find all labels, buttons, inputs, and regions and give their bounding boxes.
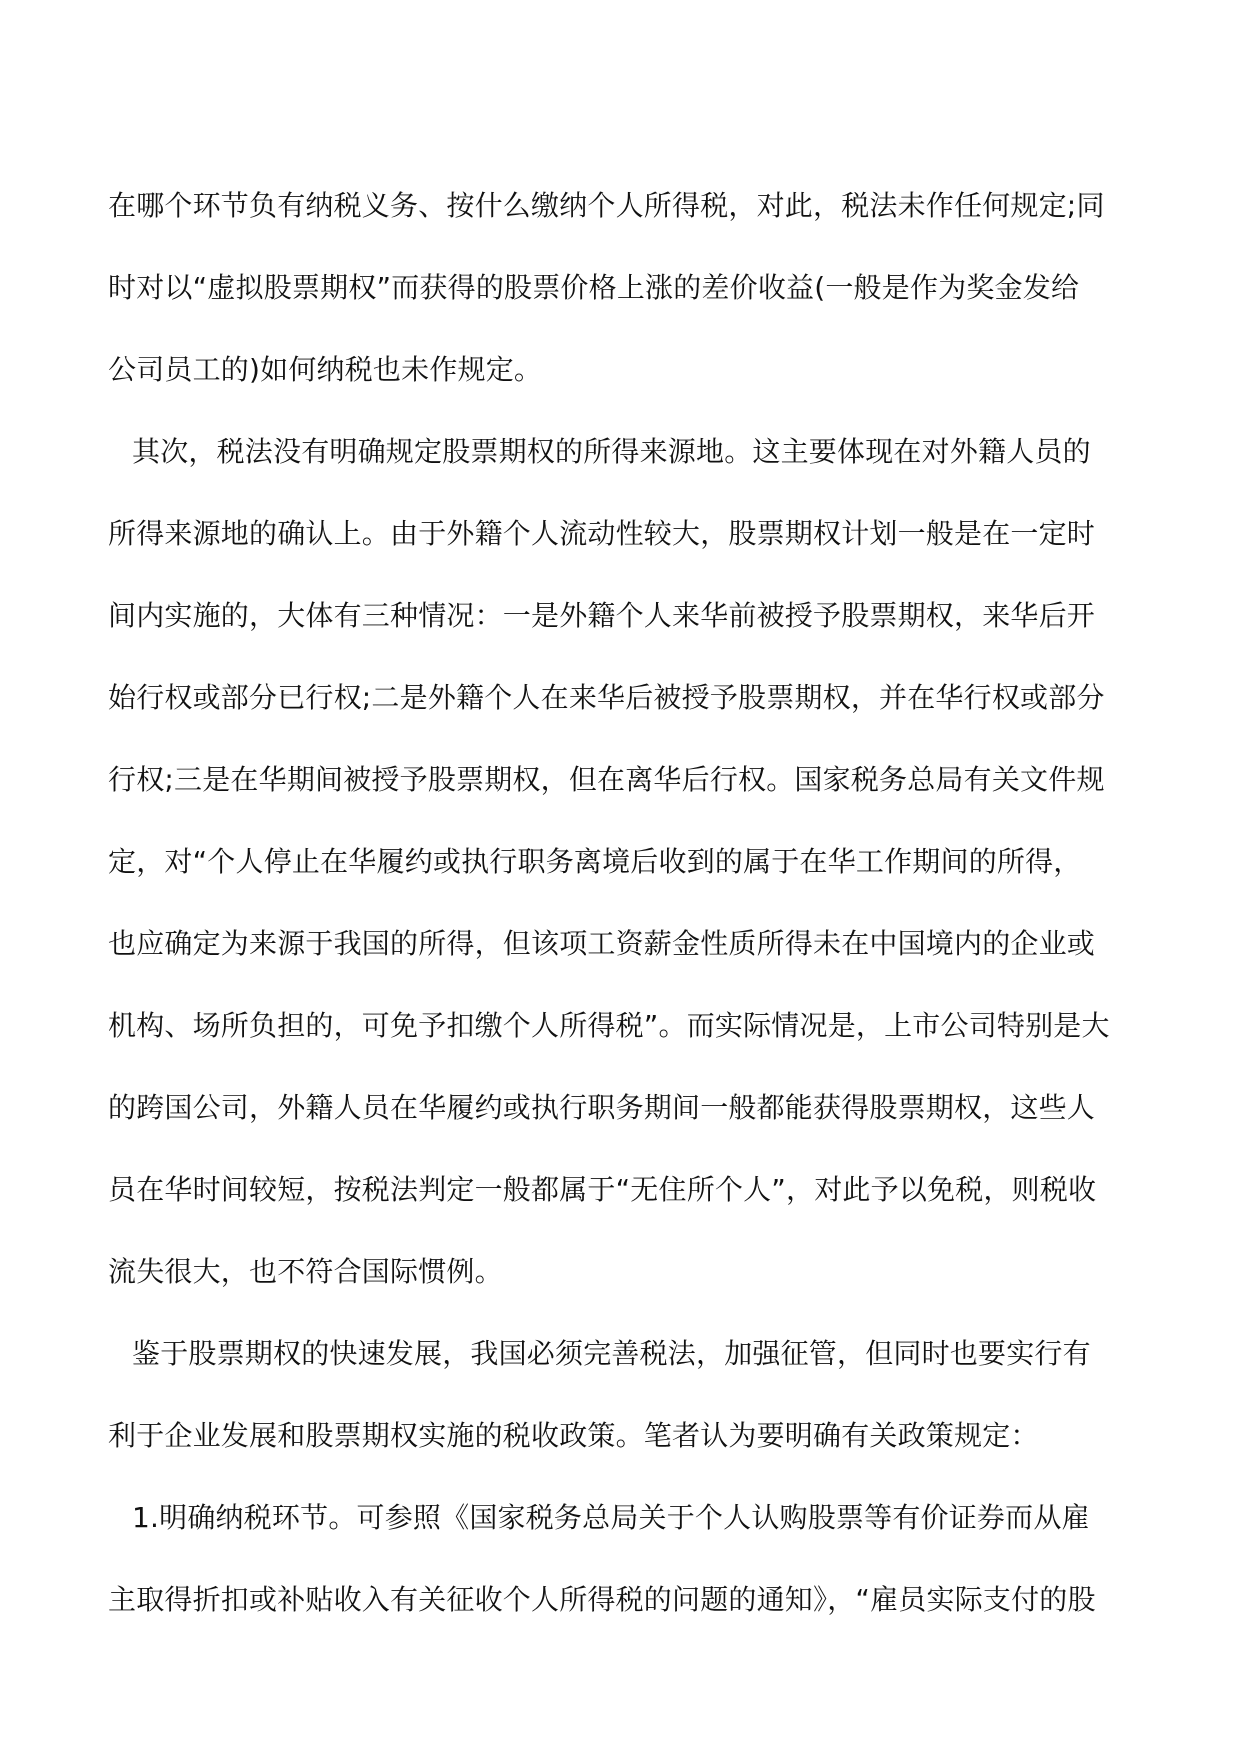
text-line: 员在华时间较短，按税法判定一般都属于“无住所个人”，对此予以免税，则税收 xyxy=(108,1173,1097,1206)
text-line: 主取得折扣或补贴收入有关征收个人所得税的问题的通知》，“雇员实际支付的股 xyxy=(108,1583,1096,1616)
numbered-item-line: 1.明确纳税环节。可参照《国家税务总局关于个人认购股票等有价证券而从雇 xyxy=(132,1501,1090,1534)
text-line: 间内实施的，大体有三种情况：一是外籍个人来华前被授予股票期权，来华后开 xyxy=(108,599,1096,632)
paragraph-start-line: 其次，税法没有明确规定股票期权的所得来源地。这主要体现在对外籍人员的 xyxy=(132,435,1091,468)
text-line: 流失很大，也不符合国际惯例。 xyxy=(108,1255,503,1288)
paragraph-start-line: 鉴于股票期权的快速发展，我国必须完善税法，加强征管，但同时也要实行有 xyxy=(132,1337,1091,1370)
text-line: 利于企业发展和股票期权实施的税收政策。笔者认为要明确有关政策规定： xyxy=(108,1419,1039,1452)
text-line: 时对以“虚拟股票期权”而获得的股票价格上涨的差价收益(一般是作为奖金发给 xyxy=(108,271,1080,304)
text-line: 定，对“个人停止在华履约或执行职务离境后收到的属于在华工作期间的所得， xyxy=(108,845,1082,878)
text-line: 所得来源地的确认上。由于外籍个人流动性较大，股票期权计划一般是在一定时 xyxy=(108,517,1096,550)
text-line: 公司员工的)如何纳税也未作规定。 xyxy=(108,353,543,386)
text-line: 行权;三是在华期间被授予股票期权，但在离华后行权。国家税务总局有关文件规 xyxy=(108,763,1105,796)
body-text xyxy=(108,165,1140,1641)
text-line: 也应确定为来源于我国的所得，但该项工资薪金性质所得未在中国境内的企业或 xyxy=(108,927,1096,960)
text-line: 在哪个环节负有纳税义务、按什么缴纳个人所得税，对此，税法未作任何规定;同 xyxy=(108,189,1105,222)
text-line: 机构、场所负担的，可免予扣缴个人所得税”。而实际情况是，上市公司特别是大 xyxy=(108,1009,1110,1042)
text-line: 的跨国公司，外籍人员在华履约或执行职务期间一般都能获得股票期权，这些人 xyxy=(108,1091,1096,1124)
text-line: 始行权或部分已行权;二是外籍个人在来华后被授予股票期权，并在华行权或部分 xyxy=(108,681,1105,714)
